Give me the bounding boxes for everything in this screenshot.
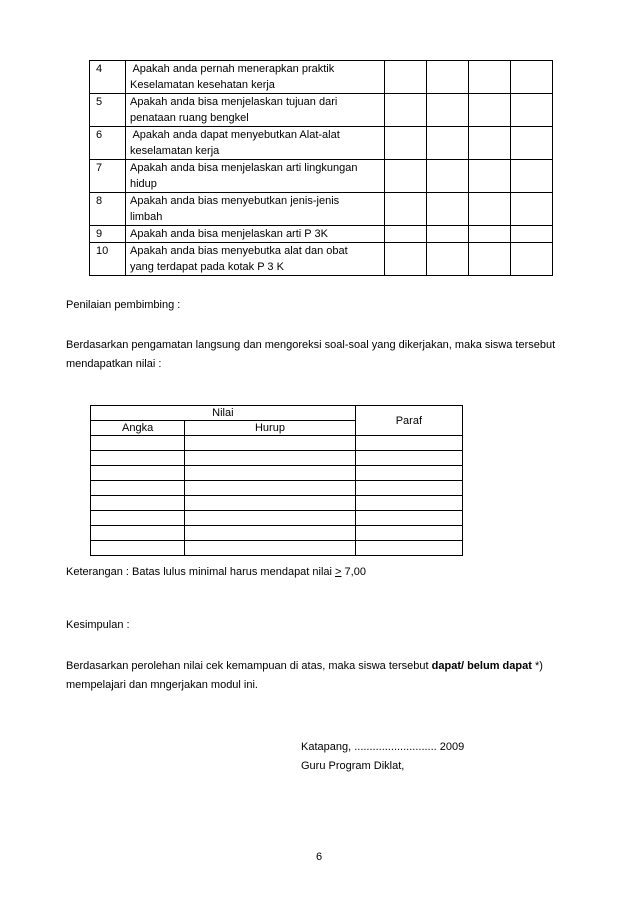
conclusion-line-1 — [66, 657, 543, 676]
score-row — [91, 436, 463, 451]
paraf-cell[interactable] — [355, 466, 462, 481]
question-number: 9 — [90, 226, 126, 243]
answer-checkbox-cell[interactable] — [469, 160, 511, 193]
answer-checkbox-cell[interactable] — [427, 243, 469, 276]
paraf-cell[interactable] — [355, 541, 462, 556]
question-row — [90, 243, 553, 276]
question-text-line-1: Apakah anda bisa menjelaskan arti P 3K — [130, 228, 328, 240]
paraf-cell[interactable] — [355, 451, 462, 466]
signature-title: Guru Program Diklat, — [301, 760, 405, 772]
penilaian-heading: Penilaian pembimbing : — [66, 299, 181, 311]
angka-cell[interactable] — [91, 451, 185, 466]
keterangan-symbol: > — [335, 566, 342, 578]
angka-cell[interactable] — [91, 466, 185, 481]
answer-checkbox-cell[interactable] — [385, 127, 427, 160]
angka-cell[interactable] — [91, 526, 185, 541]
answer-checkbox-cell[interactable] — [427, 127, 469, 160]
observation-line-1: Berdasarkan pengamatan langsung dan mengoreksi soal-soal yang dikerjakan, maka siswa tersebut — [66, 339, 556, 351]
answer-checkbox-cell[interactable] — [511, 61, 553, 94]
observation-paragraph — [66, 336, 555, 374]
question-row — [90, 61, 553, 94]
conclusion-line-2: mempelajari dan mngerjakan modul ini. — [66, 679, 258, 691]
paraf-cell[interactable] — [355, 511, 462, 526]
score-row — [91, 526, 463, 541]
answer-checkbox-cell[interactable] — [427, 160, 469, 193]
answer-checkbox-cell[interactable] — [385, 61, 427, 94]
question-text — [126, 226, 385, 243]
observation-line-2: mendapatkan nilai : — [66, 358, 162, 370]
question-text-line-1: Apakah anda bias menyebutkan jenis-jenis — [130, 195, 340, 207]
hurup-cell[interactable] — [185, 481, 355, 496]
question-text-line-2: hidup — [130, 178, 157, 190]
question-text-line-2: yang terdapat pada kotak P 3 K — [130, 261, 284, 273]
question-number: 6 — [90, 127, 126, 160]
score-row — [91, 451, 463, 466]
question-text — [126, 94, 385, 127]
question-text — [126, 193, 385, 226]
hurup-cell[interactable] — [185, 436, 355, 451]
answer-checkbox-cell[interactable] — [427, 226, 469, 243]
conclusion-paragraph — [66, 657, 543, 695]
conclusion-bold: dapat/ belum dapat — [431, 660, 532, 672]
question-text — [126, 61, 385, 94]
score-row — [91, 496, 463, 511]
answer-checkbox-cell[interactable] — [511, 193, 553, 226]
paraf-cell[interactable] — [355, 436, 462, 451]
question-text-line-2: Keselamatan kesehatan kerja — [130, 79, 275, 91]
question-number: 5 — [90, 94, 126, 127]
keterangan-prefix: Keterangan : Batas lulus minimal harus mendapat nilai — [66, 566, 336, 578]
question-row — [90, 193, 553, 226]
answer-checkbox-cell[interactable] — [469, 226, 511, 243]
question-text-line-2: limbah — [130, 211, 163, 223]
signature-place-date: Katapang, ........................... 2009 — [301, 741, 465, 753]
question-row — [90, 94, 553, 127]
answer-checkbox-cell[interactable] — [427, 61, 469, 94]
answer-checkbox-cell[interactable] — [469, 243, 511, 276]
answer-checkbox-cell[interactable] — [511, 160, 553, 193]
score-row — [91, 511, 463, 526]
question-text-line-2: keselamatan kerja — [130, 145, 220, 157]
angka-cell[interactable] — [91, 496, 185, 511]
answer-checkbox-cell[interactable] — [385, 193, 427, 226]
angka-cell[interactable] — [91, 481, 185, 496]
answer-checkbox-cell[interactable] — [469, 127, 511, 160]
hurup-cell[interactable] — [185, 451, 355, 466]
question-number: 8 — [90, 193, 126, 226]
hurup-cell[interactable] — [185, 511, 355, 526]
answer-checkbox-cell[interactable] — [385, 243, 427, 276]
question-number: 7 — [90, 160, 126, 193]
question-text-line-1: Apakah anda bias menyebutka alat dan obat — [130, 245, 348, 257]
keterangan-value: 7,00 — [341, 566, 366, 578]
answer-checkbox-cell[interactable] — [511, 127, 553, 160]
score-table — [90, 405, 463, 556]
score-row — [91, 466, 463, 481]
score-row — [91, 541, 463, 556]
question-text — [126, 127, 385, 160]
answer-checkbox-cell[interactable] — [511, 243, 553, 276]
question-table — [89, 60, 553, 276]
nilai-header: Nilai — [91, 406, 356, 421]
question-text-line-1: Apakah anda pernah menerapkan praktik — [130, 63, 335, 75]
question-text-line-1: Apakah anda bisa menjelaskan tujuan dari — [130, 96, 338, 108]
question-row — [90, 127, 553, 160]
signature-block — [301, 738, 464, 776]
conclusion-prefix: Berdasarkan perolehan nilai cek kemampuan di atas, maka siswa tersebut — [66, 660, 432, 672]
question-text-line-1: Apakah anda bisa menjelaskan arti lingkungan — [130, 162, 358, 174]
answer-checkbox-cell[interactable] — [469, 61, 511, 94]
answer-checkbox-cell[interactable] — [469, 193, 511, 226]
page-number: 6 — [315, 851, 323, 863]
answer-checkbox-cell[interactable] — [385, 226, 427, 243]
question-number: 4 — [90, 61, 126, 94]
paraf-header: Paraf — [355, 406, 462, 436]
paraf-cell[interactable] — [355, 526, 462, 541]
answer-checkbox-cell[interactable] — [427, 193, 469, 226]
question-text-line-1: Apakah anda dapat menyebutkan Alat-alat — [130, 129, 340, 141]
answer-checkbox-cell[interactable] — [511, 226, 553, 243]
answer-checkbox-cell[interactable] — [469, 94, 511, 127]
question-text-line-2: penataan ruang bengkel — [130, 112, 249, 124]
question-text — [126, 243, 385, 276]
hurup-header: Hurup — [185, 421, 355, 436]
question-row — [90, 160, 553, 193]
angka-cell[interactable] — [91, 436, 185, 451]
answer-checkbox-cell[interactable] — [427, 94, 469, 127]
hurup-cell[interactable] — [185, 541, 355, 556]
angka-header: Angka — [91, 421, 185, 436]
angka-cell[interactable] — [91, 511, 185, 526]
question-row — [90, 226, 553, 243]
answer-checkbox-cell[interactable] — [511, 94, 553, 127]
score-row — [91, 481, 463, 496]
question-text — [126, 160, 385, 193]
question-number: 10 — [90, 243, 126, 276]
conclusion-suffix: *) — [531, 660, 543, 672]
paraf-cell[interactable] — [355, 496, 462, 511]
paraf-cell[interactable] — [355, 481, 462, 496]
kesimpulan-heading: Kesimpulan : — [66, 619, 130, 631]
answer-checkbox-cell[interactable] — [385, 160, 427, 193]
keterangan-line — [66, 563, 366, 582]
answer-checkbox-cell[interactable] — [385, 94, 427, 127]
hurup-cell[interactable] — [185, 496, 355, 511]
angka-cell[interactable] — [91, 541, 185, 556]
hurup-cell[interactable] — [185, 466, 355, 481]
hurup-cell[interactable] — [185, 526, 355, 541]
